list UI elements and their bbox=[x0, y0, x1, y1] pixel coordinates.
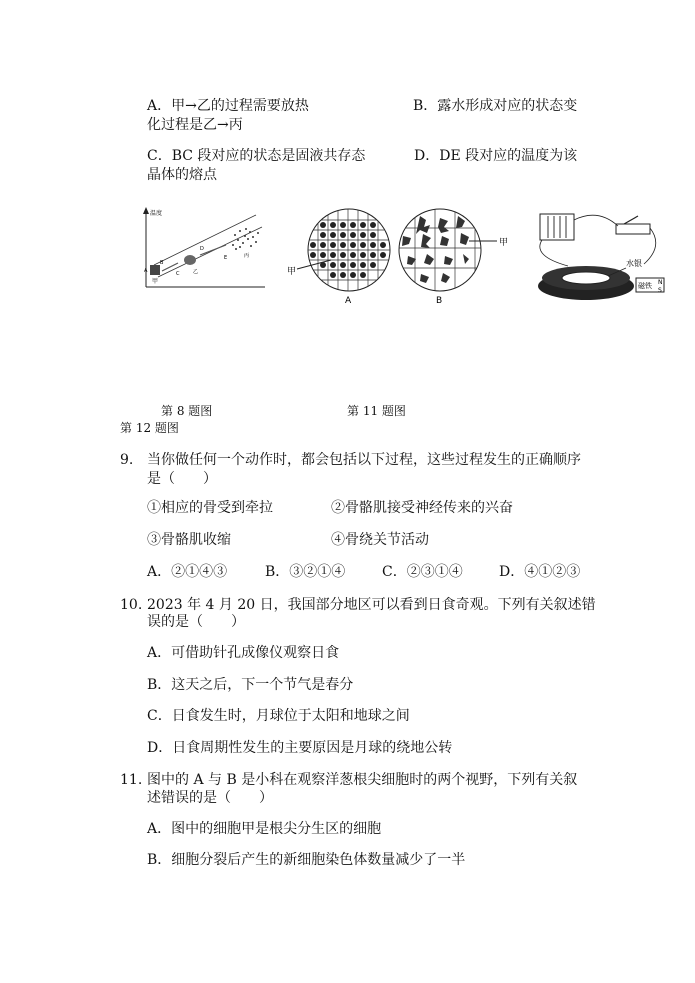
q8-option-b: B．露水形成对应的状态变 bbox=[413, 98, 578, 114]
mercury-label: 水银 bbox=[626, 259, 642, 268]
state-label-jia: 甲 bbox=[152, 278, 159, 285]
q10-option-a: A．可借助针孔成像仪观察日食 bbox=[147, 645, 340, 661]
q9-option-a: A．②①④③ bbox=[147, 564, 228, 580]
magnet-label: 磁铁 bbox=[638, 282, 652, 290]
q11-number: 11. bbox=[120, 772, 143, 788]
q8-option-d: D．DE 段对应的温度为该 bbox=[414, 148, 578, 164]
q9-item-4: ④骨绕关节活动 bbox=[331, 532, 429, 548]
q9-number: 9. bbox=[120, 452, 134, 468]
q11-stem: 图中的 A 与 B 是小科在观察洋葱根尖细胞时的两个视野，下列有关叙 bbox=[147, 772, 578, 788]
mercury-dish bbox=[562, 272, 610, 284]
pointer-label-right: 甲 bbox=[499, 238, 509, 248]
pointer-label-left: 甲 bbox=[287, 267, 297, 277]
q9-stem: 当你做任何一个动作时，都会包括以下过程，这些过程发生的正确顺序 bbox=[147, 452, 581, 468]
q8-option-c: C．BC 段对应的状态是固液共存态 bbox=[147, 148, 366, 164]
battery bbox=[540, 214, 574, 240]
q9-option-d: D．④①②③ bbox=[499, 564, 581, 580]
caption-figure-11: 第 11 题图 bbox=[347, 404, 406, 418]
q8-option-c-cont: 晶体的熔点 bbox=[147, 167, 217, 183]
state-label-yi: 乙 bbox=[193, 269, 199, 275]
q10-option-c: C．日食发生时，月球位于太阳和地球之间 bbox=[147, 708, 410, 724]
q11-stem-cont: 述错误的是（ ） bbox=[147, 790, 273, 806]
q11-option-b: B．细胞分裂后产生的新细胞染色体数量减少了一半 bbox=[147, 852, 466, 868]
q10-number: 10. bbox=[120, 597, 143, 613]
view-b-label: B bbox=[436, 296, 443, 306]
pole-s-label: S bbox=[658, 287, 662, 294]
view-a-label: A bbox=[345, 296, 352, 306]
figure-12-diagram bbox=[528, 206, 668, 304]
axis-label-temperature: 温度 bbox=[150, 210, 163, 217]
liquid-blob bbox=[184, 255, 196, 265]
figure-8-diagram bbox=[140, 205, 270, 295]
caption-figure-12: 第 12 题图 bbox=[120, 421, 179, 435]
q10-option-d: D．日食周期性发生的主要原因是月球的绕地公转 bbox=[147, 740, 453, 756]
q10-stem-cont: 误的是（ ） bbox=[147, 614, 245, 630]
q9-item-2: ②骨骼肌接受神经传来的兴奋 bbox=[331, 500, 513, 516]
q9-stem-cont: 是（ ） bbox=[147, 471, 217, 487]
point-label-d: D bbox=[200, 246, 204, 252]
caption-figure-8: 第 8 题图 bbox=[161, 404, 213, 418]
pole-n-label: N bbox=[658, 279, 663, 286]
point-label-a: A bbox=[144, 268, 148, 274]
q10-stem: 2023 年 4 月 20 日，我国部分地区可以看到日食奇观。下列有关叙述错 bbox=[147, 597, 596, 613]
q11-option-a: A．图中的细胞甲是根尖分生区的细胞 bbox=[147, 821, 382, 837]
point-label-b: B bbox=[160, 260, 164, 266]
q9-item-3: ③骨骼肌收缩 bbox=[147, 532, 231, 548]
q8-option-a-cont: 化过程是乙→丙 bbox=[147, 117, 243, 133]
state-label-bing: 丙 bbox=[244, 253, 250, 259]
q9-item-1: ①相应的骨受到牵拉 bbox=[147, 500, 273, 516]
q10-option-b: B．这天之后，下一个节气是春分 bbox=[147, 677, 354, 693]
q9-option-b: B．③②①④ bbox=[265, 564, 346, 580]
figure-11-diagram bbox=[285, 208, 515, 308]
solid-block bbox=[150, 265, 160, 275]
point-label-c: C bbox=[176, 271, 180, 277]
switch-lever bbox=[624, 216, 638, 224]
switch-base bbox=[616, 224, 650, 234]
q9-option-c: C．②③①④ bbox=[382, 564, 463, 580]
gas-dots bbox=[232, 228, 259, 250]
point-label-e: E bbox=[224, 255, 228, 261]
q8-option-a: A．甲→乙的过程需要放热 bbox=[147, 98, 309, 114]
